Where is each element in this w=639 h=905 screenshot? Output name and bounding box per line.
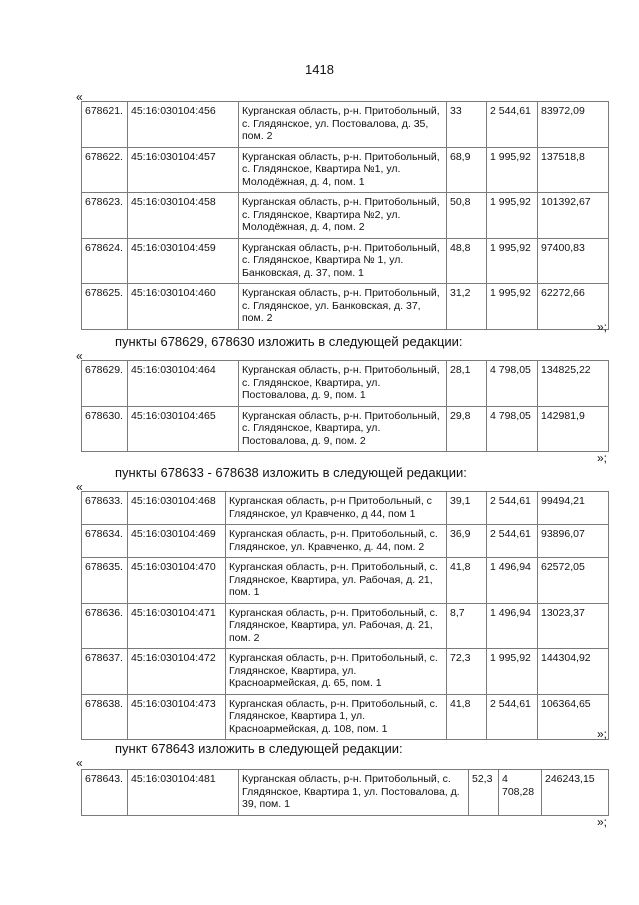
cadastral-cost: 62272,66: [538, 284, 609, 330]
row-number: 678643.: [82, 770, 128, 816]
cadastral-number: 45:16:030104:464: [128, 361, 239, 407]
area: 36,9: [447, 525, 487, 558]
address: Курганская область, р-н. Притобольный, с. Глядянское, Квартира 1, ул. Красноармейская, д. 108, пом. 1: [226, 694, 447, 740]
rate: 4 708,28: [499, 770, 542, 816]
row-number: 678630.: [82, 406, 128, 452]
address: Курганская область, р-н. Притобольный, с. Глядянское, Квартира, ул. Постовалова, д. 9, пом. 2: [239, 406, 447, 452]
cadastral-number: 45:16:030104:481: [128, 770, 239, 816]
opening-quote: «: [76, 480, 83, 494]
address: Курганская область, р-н. Притобольный, с. Глядянское, Квартира № 1, ул. Банковская, д. 37, пом. 1: [239, 238, 447, 284]
cadastral-number: 45:16:030104:471: [128, 603, 226, 649]
opening-quote: «: [76, 349, 83, 363]
address: Курганская область, р-н. Притобольный, с. Глядянское, ул. Постовалова, д. 35, пом. 2: [239, 102, 447, 148]
amendment-paragraph: пункт 678643 изложить в следующей редакции:: [115, 741, 403, 756]
cadastral-number: 45:16:030104:459: [128, 238, 239, 284]
address: Курганская область, р-н Притобольный, с Глядянское, ул Кравченко, д 44, пом 1: [226, 492, 447, 525]
address: Курганская область, р-н. Притобольный, с. Глядянское, Квартира, ул. Постовалова, д. 9, пом. 1: [239, 361, 447, 407]
area: 72,3: [447, 649, 487, 695]
address: Курганская область, р-н. Притобольный, с. Глядянское, Квартира №2, ул. Молодёжная, д. 4, пом. 2: [239, 193, 447, 239]
registry-table: [81, 769, 609, 816]
row-number: 678638.: [82, 694, 128, 740]
cadastral-number: 45:16:030104:457: [128, 147, 239, 193]
row-number: 678635.: [82, 558, 128, 604]
row-number: 678636.: [82, 603, 128, 649]
rate: 1 995,92: [487, 284, 538, 330]
table-row: [82, 492, 609, 525]
area: 29,8: [447, 406, 487, 452]
cadastral-cost: 101392,67: [538, 193, 609, 239]
area: 68,9: [447, 147, 487, 193]
cadastral-number: 45:16:030104:465: [128, 406, 239, 452]
address: Курганская область, р-н. Притобольный, с. Глядянское, ул. Кравченко, д. 44, пом. 2: [226, 525, 447, 558]
table-row: [82, 102, 609, 148]
area: 8,7: [447, 603, 487, 649]
rate: 2 544,61: [487, 694, 538, 740]
row-number: 678622.: [82, 147, 128, 193]
area: 31,2: [447, 284, 487, 330]
area: 28,1: [447, 361, 487, 407]
row-number: 678629.: [82, 361, 128, 407]
opening-quote: «: [76, 756, 83, 770]
address: Курганская область, р-н. Притобольный, с. Глядянское, Квартира, ул. Красноармейская, д. 65, пом. 1: [226, 649, 447, 695]
table-row: [82, 603, 609, 649]
cadastral-cost: 246243,15: [542, 770, 609, 816]
rate: 1 995,92: [487, 238, 538, 284]
area: 41,8: [447, 558, 487, 604]
opening-quote: «: [76, 90, 83, 104]
table-row: [82, 361, 609, 407]
closing-quote: »;: [597, 451, 608, 465]
row-number: 678633.: [82, 492, 128, 525]
table-row: [82, 525, 609, 558]
cadastral-number: 45:16:030104:460: [128, 284, 239, 330]
address: Курганская область, р-н. Притобольный, с. Глядянское, Квартира 1, ул. Постовалова, д. 39, пом. 1: [239, 770, 469, 816]
area: 33: [447, 102, 487, 148]
cadastral-number: 45:16:030104:473: [128, 694, 226, 740]
cadastral-number: 45:16:030104:469: [128, 525, 226, 558]
rate: 1 995,92: [487, 649, 538, 695]
amendment-paragraph: пункты 678633 - 678638 изложить в следующей редакции:: [115, 465, 467, 480]
rate: 1 496,94: [487, 558, 538, 604]
address: Курганская область, р-н. Притобольный, с. Глядянское, Квартира, ул. Рабочая, д. 21, пом. 2: [226, 603, 447, 649]
closing-quote: »;: [597, 727, 608, 741]
cadastral-cost: 144304,92: [538, 649, 609, 695]
cadastral-cost: 142981,9: [538, 406, 609, 452]
rate: 2 544,61: [487, 492, 538, 525]
cadastral-number: 45:16:030104:456: [128, 102, 239, 148]
cadastral-number: 45:16:030104:470: [128, 558, 226, 604]
cadastral-cost: 99494,21: [538, 492, 609, 525]
area: 39,1: [447, 492, 487, 525]
rate: 4 798,05: [487, 406, 538, 452]
rate: 2 544,61: [487, 102, 538, 148]
registry-table: [81, 101, 609, 330]
row-number: 678634.: [82, 525, 128, 558]
address: Курганская область, р-н. Притобольный, с. Глядянское, Квартира №1, ул. Молодёжная, д. 4, пом. 1: [239, 147, 447, 193]
closing-quote: »;: [597, 815, 608, 829]
cadastral-number: 45:16:030104:472: [128, 649, 226, 695]
table-row: [82, 694, 609, 740]
row-number: 678637.: [82, 649, 128, 695]
cadastral-cost: 93896,07: [538, 525, 609, 558]
cadastral-cost: 13023,37: [538, 603, 609, 649]
cadastral-cost: 62572,05: [538, 558, 609, 604]
page-number: 1418: [305, 62, 334, 77]
table-row: [82, 770, 609, 816]
cadastral-cost: 134825,22: [538, 361, 609, 407]
row-number: 678625.: [82, 284, 128, 330]
row-number: 678624.: [82, 238, 128, 284]
row-number: 678623.: [82, 193, 128, 239]
table-row: [82, 147, 609, 193]
cadastral-number: 45:16:030104:468: [128, 492, 226, 525]
cadastral-cost: 137518,8: [538, 147, 609, 193]
rate: 1 995,92: [487, 147, 538, 193]
row-number: 678621.: [82, 102, 128, 148]
cadastral-cost: 97400,83: [538, 238, 609, 284]
area: 52,3: [469, 770, 499, 816]
table-row: [82, 284, 609, 330]
address: Курганская область, р-н. Притобольный, с. Глядянское, ул. Банковская, д. 37, пом. 2: [239, 284, 447, 330]
table-row: [82, 406, 609, 452]
table-row: [82, 558, 609, 604]
area: 41,8: [447, 694, 487, 740]
cadastral-cost: 83972,09: [538, 102, 609, 148]
rate: 2 544,61: [487, 525, 538, 558]
rate: 4 798,05: [487, 361, 538, 407]
table-row: [82, 238, 609, 284]
table-row: [82, 649, 609, 695]
area: 48,8: [447, 238, 487, 284]
rate: 1 496,94: [487, 603, 538, 649]
closing-quote: »;: [597, 320, 608, 334]
address: Курганская область, р-н. Притобольный, с. Глядянское, Квартира, ул. Рабочая, д. 21, пом. 1: [226, 558, 447, 604]
table-row: [82, 193, 609, 239]
amendment-paragraph: пункты 678629, 678630 изложить в следующей редакции:: [115, 334, 463, 349]
rate: 1 995,92: [487, 193, 538, 239]
cadastral-number: 45:16:030104:458: [128, 193, 239, 239]
registry-table: [81, 360, 609, 452]
cadastral-cost: 106364,65: [538, 694, 609, 740]
area: 50,8: [447, 193, 487, 239]
registry-table: [81, 491, 609, 740]
